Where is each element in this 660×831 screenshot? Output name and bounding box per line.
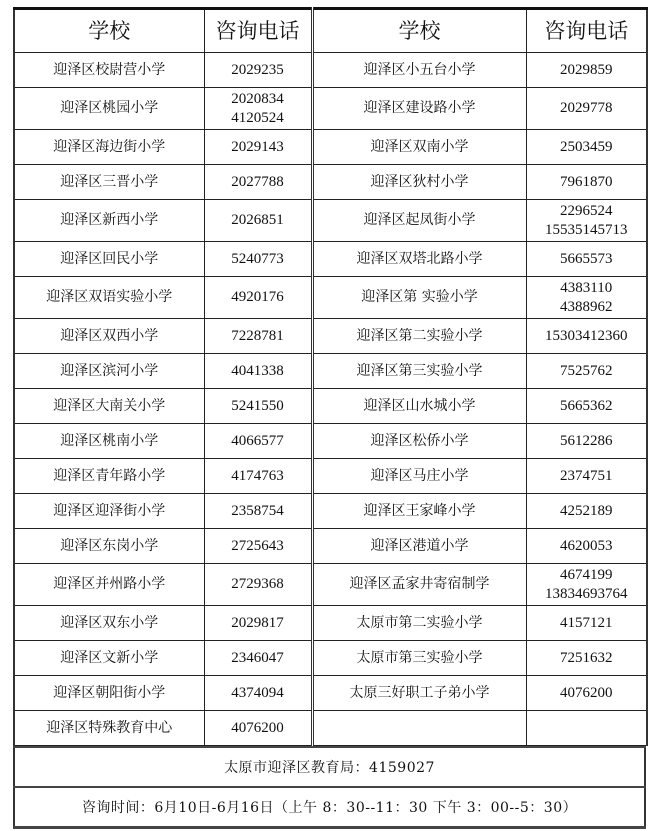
table-row: [14, 641, 647, 676]
phone-number: 13834693764: [545, 585, 628, 602]
footer-hours-row: [14, 787, 645, 828]
school-name-left: 迎泽区特殊教育中心: [14, 711, 204, 746]
phone-number: 4066577: [231, 432, 284, 449]
phone-cell-right: [526, 711, 647, 746]
phone-cell-right: [526, 529, 647, 564]
phone-cell-right: [526, 53, 647, 88]
school-name-right: 太原三好职工子弟小学: [312, 676, 526, 711]
phone-number: 2296524: [560, 202, 613, 219]
phone-number: 2346047: [231, 649, 284, 666]
school-name-left: 迎泽区海边街小学: [14, 130, 204, 165]
school-name-left: 迎泽区回民小学: [14, 242, 204, 277]
phone-number: 7251632: [560, 649, 613, 666]
phone-cell-left: [204, 354, 312, 389]
header-school-left: 学校: [14, 9, 204, 53]
table-row: [14, 200, 647, 242]
phone-number: 4383110: [560, 279, 613, 296]
school-contact-sheet: [13, 7, 646, 829]
school-name-left: 迎泽区并州路小学: [14, 564, 204, 606]
phone-cell-right: [526, 606, 647, 641]
phone-cell-right: [526, 319, 647, 354]
school-name-right: 迎泽区山水城小学: [312, 389, 526, 424]
phone-number: 15535145713: [545, 221, 628, 238]
school-name-right: 迎泽区第三实验小学: [312, 354, 526, 389]
table-row: [14, 53, 647, 88]
table-row: [14, 494, 647, 529]
school-name-left: 迎泽区迎泽街小学: [14, 494, 204, 529]
phone-cell-right: [526, 165, 647, 200]
phone-number: 4157121: [560, 614, 613, 631]
school-name-right: 迎泽区建设路小学: [312, 88, 526, 130]
school-name-left: 迎泽区滨河小学: [14, 354, 204, 389]
school-name-left: 迎泽区双语实验小学: [14, 277, 204, 319]
phone-cell-left: [204, 53, 312, 88]
table-row: [14, 88, 647, 130]
school-name-left: 迎泽区文新小学: [14, 641, 204, 676]
table-row: [14, 459, 647, 494]
table-row: [14, 354, 647, 389]
phone-cell-left: [204, 606, 312, 641]
table-row: [14, 564, 647, 606]
phone-cell-right: [526, 494, 647, 529]
phone-number: 2029778: [560, 100, 613, 116]
phone-cell-right: [526, 459, 647, 494]
table-row: [14, 606, 647, 641]
phone-number: 4076200: [231, 719, 284, 736]
footer-bureau-row: [14, 747, 645, 787]
school-name-left: 迎泽区青年路小学: [14, 459, 204, 494]
phone-cell-left: [204, 165, 312, 200]
phone-cell-left: [204, 676, 312, 711]
phone-cell-right: [526, 564, 647, 606]
phone-cell-right: [526, 242, 647, 277]
phone-number: 4041338: [231, 362, 284, 379]
phone-number: 5612286: [560, 432, 613, 449]
school-name-left: 迎泽区三晋小学: [14, 165, 204, 200]
school-name-left: 迎泽区桃南小学: [14, 424, 204, 459]
phone-number: 5665362: [560, 397, 613, 414]
table-row: [14, 711, 647, 746]
phone-cell-left: [204, 277, 312, 319]
table-row: [14, 319, 647, 354]
phone-number: 2027788: [231, 173, 284, 190]
phone-cell-right: [526, 277, 647, 319]
phone-cell-right: [526, 88, 647, 130]
phone-number: 2374751: [560, 467, 613, 484]
phone-cell-left: [204, 242, 312, 277]
phone-cell-left: [204, 564, 312, 606]
phone-number: 2026851: [231, 212, 284, 228]
phone-number: 5241550: [231, 397, 284, 414]
school-name-left: 迎泽区朝阳街小学: [14, 676, 204, 711]
phone-cell-left: [204, 319, 312, 354]
phone-number: 5665573: [560, 250, 613, 267]
phone-cell-left: [204, 389, 312, 424]
phone-cell-right: [526, 354, 647, 389]
phone-number: 4374094: [231, 684, 284, 701]
phone-cell-left: [204, 424, 312, 459]
phone-cell-left: [204, 494, 312, 529]
phone-cell-left: [204, 130, 312, 165]
bureau-contact: 太原市迎泽区教育局：4159027: [14, 747, 645, 787]
school-name-right: 迎泽区狄村小学: [312, 165, 526, 200]
school-name-right: 太原市第三实验小学: [312, 641, 526, 676]
phone-number: 2020834: [231, 90, 284, 107]
school-name-left: 迎泽区新西小学: [14, 200, 204, 242]
phone-cell-left: [204, 459, 312, 494]
phone-number: 15303412360: [545, 327, 628, 344]
table-row: [14, 165, 647, 200]
phone-number: 4674199: [560, 566, 613, 583]
phone-number: 4120524: [231, 109, 284, 126]
phone-cell-left: [204, 88, 312, 130]
school-name-left: 迎泽区桃园小学: [14, 88, 204, 130]
phone-number: 2029859: [560, 61, 613, 78]
phone-number: 4388962: [560, 298, 613, 315]
school-name-right: 迎泽区松侨小学: [312, 424, 526, 459]
phone-number: 2029235: [231, 61, 284, 78]
phone-number: 4920176: [231, 289, 284, 305]
school-name-right: 迎泽区双南小学: [312, 130, 526, 165]
school-name-right: 太原市第二实验小学: [312, 606, 526, 641]
phone-cell-left: [204, 200, 312, 242]
phone-number: 2725643: [231, 537, 284, 554]
phone-cell-right: [526, 200, 647, 242]
phone-number: 2729368: [231, 576, 284, 592]
phone-cell-right: [526, 676, 647, 711]
phone-cell-right: [526, 424, 647, 459]
school-name-right: 迎泽区孟家井寄宿制学: [312, 564, 526, 606]
phone-number: 2503459: [560, 138, 613, 155]
table-row: [14, 676, 647, 711]
table-row: [14, 277, 647, 319]
phone-number: 7525762: [560, 362, 613, 379]
table-row: [14, 242, 647, 277]
phone-cell-left: [204, 711, 312, 746]
phone-cell-left: [204, 529, 312, 564]
school-name-right: 迎泽区港道小学: [312, 529, 526, 564]
phone-number: 2358754: [231, 502, 284, 519]
school-name-left: 迎泽区校尉营小学: [14, 53, 204, 88]
table-row: [14, 529, 647, 564]
school-name-right: 迎泽区小五台小学: [312, 53, 526, 88]
consult-hours: 咨询时间：6月10日-6月16日（上午 8：30--11：30 下午 3：00--5：30）: [14, 787, 645, 828]
phone-number: 4076200: [560, 684, 613, 701]
header-phone-left: 咨询电话: [204, 9, 312, 53]
table-row: [14, 424, 647, 459]
school-name-right: 迎泽区马庄小学: [312, 459, 526, 494]
phone-cell-right: [526, 130, 647, 165]
header-school-right: 学校: [312, 9, 526, 53]
phone-number: 7228781: [231, 327, 284, 344]
phone-number: 4174763: [231, 467, 284, 484]
phone-cell-right: [526, 389, 647, 424]
phone-number: 4620053: [560, 537, 613, 554]
school-name-right: 迎泽区双塔北路小学: [312, 242, 526, 277]
school-contact-table: [13, 7, 648, 746]
school-name-left: 迎泽区双西小学: [14, 319, 204, 354]
school-name-left: 迎泽区双东小学: [14, 606, 204, 641]
school-name-right: 迎泽区王家峰小学: [312, 494, 526, 529]
school-name-left: 迎泽区东岗小学: [14, 529, 204, 564]
table-body: [14, 53, 647, 746]
phone-number: 5240773: [231, 250, 284, 267]
phone-cell-right: [526, 641, 647, 676]
phone-number: 2029817: [231, 614, 284, 631]
school-name-right: 迎泽区起凤街小学: [312, 200, 526, 242]
phone-number: 2029143: [231, 138, 284, 155]
school-name-right: [312, 711, 526, 746]
header-phone-right: 咨询电话: [526, 9, 647, 53]
school-name-left: 迎泽区大南关小学: [14, 389, 204, 424]
table-header-row: [14, 9, 647, 53]
school-name-right: 迎泽区第 实验小学: [312, 277, 526, 319]
school-name-right: 迎泽区第二实验小学: [312, 319, 526, 354]
footer-table: [13, 746, 646, 829]
table-row: [14, 389, 647, 424]
phone-number: 7961870: [560, 173, 613, 190]
phone-number: 4252189: [560, 502, 613, 519]
phone-cell-left: [204, 641, 312, 676]
table-row: [14, 130, 647, 165]
